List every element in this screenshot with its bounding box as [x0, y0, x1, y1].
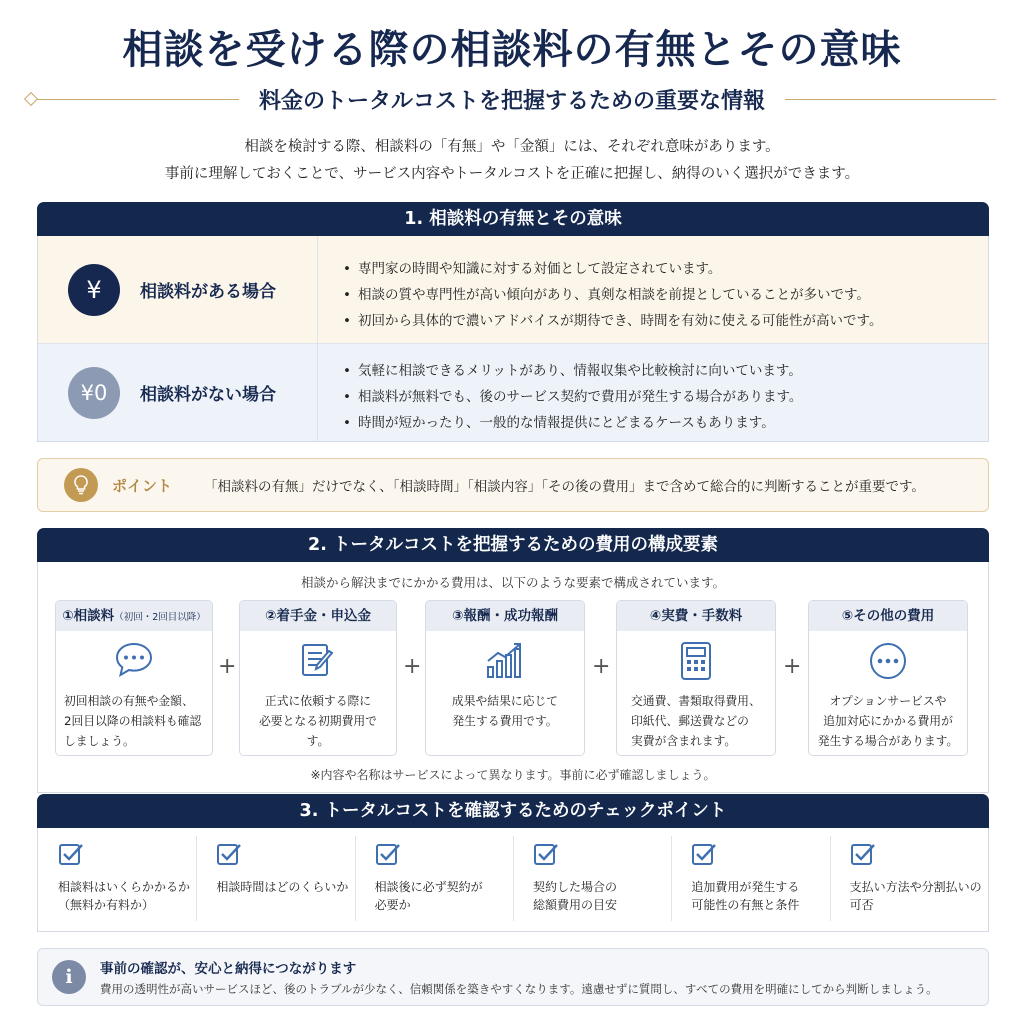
bullet-item: • 相談料が無料でも、後のサービス契約で費用が発生する場合があります。	[343, 384, 988, 410]
checkpoint-line: 相談時間はどのくらいか	[216, 880, 349, 894]
checkbox-icon	[691, 842, 717, 866]
cost-card-text	[426, 681, 584, 731]
checkbox-icon	[850, 842, 876, 866]
checkpoint-line: 支払い方法や分割払いの	[849, 880, 982, 894]
checkpoint-list	[37, 828, 989, 932]
fee-row-bullets	[318, 236, 988, 343]
cost-card-title: ③報酬・成功報酬	[426, 601, 584, 631]
cost-card	[808, 600, 968, 756]
bullet-item: • 初回から具体的で濃いアドバイスが期待でき、時間を有効に使える可能性が高いです。	[343, 308, 988, 334]
fee-row-free-header	[38, 344, 318, 441]
cost-card-line: 初回相談の有無や金額、	[64, 694, 194, 708]
yen-zero-icon: ¥0	[68, 367, 120, 419]
cost-card-line: 印紙代、郵送費などの	[631, 714, 749, 728]
checkpoint-item	[196, 828, 354, 931]
plus-sign: +	[592, 654, 611, 679]
bullet-item: • 専門家の時間や知識に対する対価として設定されています。	[343, 256, 988, 282]
fee-row-paid	[38, 236, 988, 344]
fee-row-free	[38, 344, 988, 441]
plus-sign: +	[783, 654, 802, 679]
section2-panel	[37, 562, 989, 793]
cost-card	[239, 600, 397, 756]
page-subtitle: 料金のトータルコストを把握するための重要な情報	[259, 88, 766, 114]
cost-card-line: 2回目以降の相談料も確認	[64, 714, 202, 728]
checkbox-icon	[58, 842, 84, 866]
info-icon: i	[52, 960, 86, 994]
fee-row-label: 相談料がある場合	[140, 282, 276, 302]
checkpoint-line: 可否	[849, 898, 874, 912]
cost-card-text	[809, 681, 967, 751]
cost-card-title	[56, 601, 212, 631]
cost-card-text	[617, 681, 775, 751]
section1-table	[37, 236, 989, 442]
section2-heading: 2. トータルコストを把握するための費用の構成要素	[37, 528, 989, 562]
point-callout	[37, 458, 989, 512]
section2-description: 相談から解決までにかかる費用は、以下のような要素で構成されています。	[300, 575, 725, 590]
checkpoint-line: 契約した場合の	[532, 880, 617, 894]
speech-bubble-icon	[56, 641, 212, 681]
cost-card-line: 実費が含まれます。	[631, 734, 737, 748]
checkpoint-line: 相談料はいくらかかるか	[58, 880, 191, 894]
bullet-item: • 気軽に相談できるメリットがあり、情報収集や比較検討に向いています。	[343, 358, 988, 384]
checkpoint-item	[38, 828, 196, 931]
subtitle-row	[28, 84, 996, 114]
checkpoint-line: 相談後に必ず契約が	[374, 880, 483, 894]
point-label: ポイント	[112, 476, 173, 495]
checkpoint-item	[513, 828, 671, 931]
more-dots-icon	[809, 641, 967, 681]
fee-row-label: 相談料がない場合	[140, 385, 276, 405]
cost-card-line: 発生する費用です。	[452, 714, 558, 728]
page-title: 相談を受ける際の相談料の有無とその意味	[122, 26, 902, 73]
cost-card-line: 交通費、書類取得費用、	[631, 694, 761, 708]
growth-chart-icon	[426, 641, 584, 681]
info-callout-texts	[100, 957, 938, 997]
plus-sign: +	[218, 654, 237, 679]
lightbulb-icon	[64, 468, 98, 502]
cost-card-line: 成果や結果に応じて	[451, 694, 559, 708]
document-pen-icon	[240, 641, 396, 681]
cost-card-line: 正式に依頼する際に	[264, 694, 372, 708]
yen-icon: ¥	[68, 264, 120, 316]
info-title: 事前の確認が、安心と納得につながります	[100, 961, 357, 977]
info-body: 費用の透明性が高いサービスほど、後のトラブルが少なく、信頼関係を築きやすくなります。遠慮せずに質問し、すべての費用を明確にしてから判断しましょう。	[100, 982, 938, 996]
cost-card-title: ②着手金・申込金	[240, 601, 396, 631]
cost-card-line: 追加対応にかかる費用が	[823, 714, 953, 728]
checkbox-icon	[216, 842, 242, 866]
checkpoint-text	[850, 878, 988, 914]
checkpoint-line: 追加費用が発生する	[691, 880, 800, 894]
checkpoint-text	[375, 878, 513, 914]
checkpoint-item	[671, 828, 829, 931]
checkpoint-item	[355, 828, 513, 931]
checkpoint-line: 総額費用の目安	[532, 898, 617, 912]
divider-right	[785, 99, 996, 100]
checkpoint-text	[691, 878, 829, 914]
cost-card-title-note: （初回・2回目以降）	[114, 612, 206, 623]
cost-card-title: ④実費・手数料	[617, 601, 775, 631]
point-text: 「相談料の有無」だけでなく、「相談時間」「相談内容」「その後の費用」まで含めて総合的に判断することが重要です。	[204, 479, 925, 495]
plus-sign: +	[403, 654, 422, 679]
intro-text	[0, 134, 1024, 188]
checkpoint-text	[216, 878, 354, 896]
cost-card	[425, 600, 585, 756]
cost-card-line: オプションサービスや	[829, 694, 947, 708]
intro-line-2: 事前に理解しておくことで、サービス内容やトータルコストを正確に把握し、納得のいく選択ができます。	[164, 166, 860, 182]
checkbox-icon	[375, 842, 401, 866]
cost-card	[55, 600, 213, 756]
checkpoint-item	[830, 828, 988, 931]
info-callout	[37, 948, 989, 1006]
cost-card-text	[56, 681, 212, 751]
section3-heading: 3. トータルコストを確認するためのチェックポイント	[37, 794, 989, 828]
checkpoint-line: 必要か	[374, 898, 411, 912]
calculator-icon	[617, 641, 775, 681]
cost-card-line: 必要となる初期費用です。	[259, 714, 377, 748]
checkpoint-text	[533, 878, 671, 914]
section2-note: ※内容や名称はサービスによって異なります。事前に必ず確認しましょう。	[310, 768, 716, 782]
bullet-item: • 相談の質や専門性が高い傾向があり、真剣な相談を前提としていることが多いです。	[343, 282, 988, 308]
checkpoint-line: （無料か有料か）	[58, 898, 155, 912]
cost-card	[616, 600, 776, 756]
cost-card-title-text: ①相談料	[62, 608, 115, 624]
fee-row-paid-header	[38, 236, 318, 343]
intro-line-1: 相談を検討する際、相談料の「有無」や「金額」には、それぞれ意味があります。	[244, 139, 780, 155]
checkpoint-line: 可能性の有無と条件	[691, 898, 800, 912]
cost-card-title: ⑤その他の費用	[809, 601, 967, 631]
checkpoint-text	[58, 878, 196, 914]
cost-card-line: 発生する場合があります。	[817, 734, 959, 748]
fee-row-bullets	[318, 344, 988, 441]
cost-card-line: しましょう。	[64, 734, 135, 748]
checkbox-icon	[533, 842, 559, 866]
cost-card-text	[240, 681, 396, 751]
section1-heading: 1. 相談料の有無とその意味	[37, 202, 989, 236]
bullet-item: • 時間が短かったり、一般的な情報提供にとどまるケースもあります。	[343, 410, 988, 436]
divider-left	[28, 99, 239, 100]
